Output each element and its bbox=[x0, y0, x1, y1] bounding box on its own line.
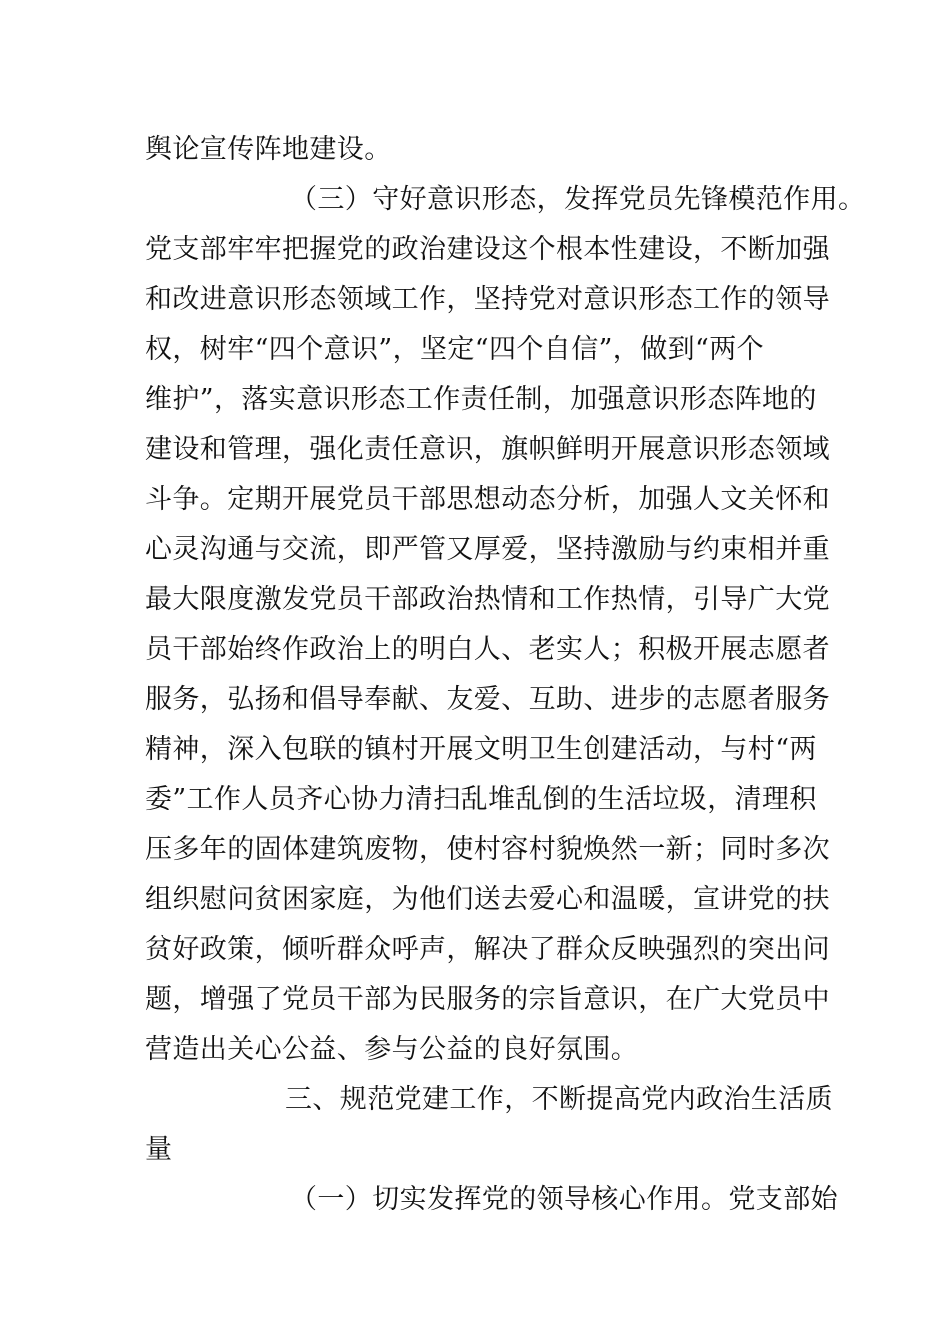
paragraph-line: 维护”，落实意识形态工作责任制，加强意识形态阵地的 bbox=[145, 384, 817, 415]
paragraph-line: 舆论宣传阵地建设。 bbox=[145, 134, 392, 165]
paragraph-line: 党支部牢牢把握党的政治建设这个根本性建设，不断加强 bbox=[145, 234, 830, 265]
paragraph-line: 权，树牢“四个意识”，坚定“四个自信”，做到“两个 bbox=[145, 334, 765, 365]
paragraph-line: 服务，弘扬和倡导奉献、友爱、互助、进步的志愿者服务 bbox=[145, 684, 830, 715]
paragraph-line: 斗争。定期开展党员干部思想动态分析，加强人文关怀和 bbox=[145, 484, 830, 515]
paragraph-line: 最大限度激发党员干部政治热情和工作热情，引导广大党 bbox=[145, 584, 830, 615]
paragraph-line: 贫好政策，倾听群众呼声，解决了群众反映强烈的突出问 bbox=[145, 934, 830, 965]
paragraph-line: 员干部始终作政治上的明白人、老实人；积极开展志愿者 bbox=[145, 634, 830, 665]
chapter-heading-continuation: 量 bbox=[145, 1134, 173, 1165]
paragraph-line: 委”工作人员齐心协力清扫乱堆乱倒的生活垃圾，清理积 bbox=[145, 784, 817, 815]
paragraph-line: 营造出关心公益、参与公益的良好氛围。 bbox=[145, 1034, 639, 1065]
paragraph-line: 心灵沟通与交流，即严管又厚爱，坚持激励与约束相并重 bbox=[145, 534, 830, 565]
paragraph-line: 压多年的固体建筑废物，使村容村貌焕然一新；同时多次 bbox=[145, 834, 830, 865]
paragraph-line: 建设和管理，强化责任意识，旗帜鲜明开展意识形态领域 bbox=[145, 434, 830, 465]
paragraph-line: 和改进意识形态领域工作，坚持党对意识形态工作的领导 bbox=[145, 284, 830, 315]
paragraph-line: 组织慰问贫困家庭，为他们送去爱心和温暖，宣讲党的扶 bbox=[145, 884, 830, 915]
section-heading-3: （三）守好意识形态，发挥党员先锋模范作用。 bbox=[290, 184, 866, 215]
chapter-heading-3: 三、规范党建工作，不断提高党内政治生活质 bbox=[285, 1084, 833, 1115]
paragraph-line: 精神，深入包联的镇村开展文明卫生创建活动，与村“两 bbox=[145, 734, 817, 765]
section-heading-1: （一）切实发挥党的领导核心作用。党支部始 bbox=[290, 1184, 838, 1215]
paragraph-line: 题，增强了党员干部为民服务的宗旨意识，在广大党员中 bbox=[145, 984, 830, 1015]
